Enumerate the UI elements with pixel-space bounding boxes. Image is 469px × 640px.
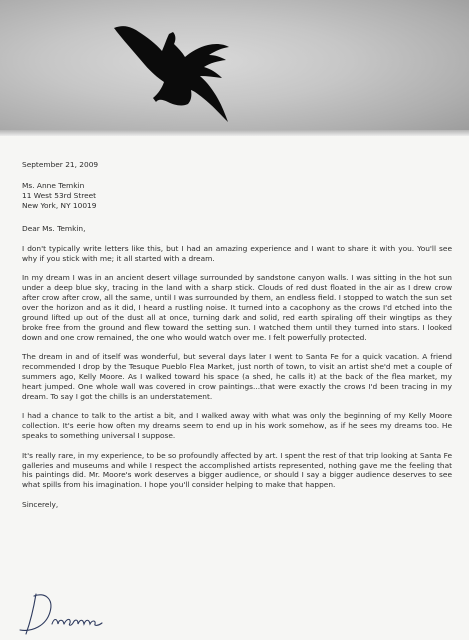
crow-silhouette-icon	[112, 14, 244, 126]
recipient-street: 11 West 53rd Street	[22, 190, 97, 200]
salutation: Dear Ms. Temkin,	[22, 223, 86, 233]
recipient-address	[22, 181, 452, 211]
paragraph: I don't typically write letters like this, but I had an amazing experience and I want to share it with you. You'll see why if you stick with me; it all started with a dream.	[22, 243, 452, 263]
paragraph: The dream in and of itself was wonderful, but several days later I went to Santa Fe for a quick vacation. A friend recommended I drop by the Tesuque Pueblo Flea Market, just north of town, to visit an artist she'd met a couple of summers ago, Kelly Moore. As I walked toward his space (a shed, he calls it) at the back of the flea market, my heart jumped. One whole wall was covered in crow paintings...that were exactly the crows I'd been tracing in my dream. To say I got the chills is an understatement.	[22, 352, 452, 401]
header-image	[0, 0, 469, 136]
paragraph: I had a chance to talk to the artist a bit, and I walked away with what was only the beginning of my Kelly Moore collection. It's eerie how often my dreams seem to end up in his work somehow, as if he sees my dreams too. He speaks to something universal I suppose.	[22, 411, 452, 441]
recipient-name: Ms. Anne Temkin	[22, 180, 85, 190]
recipient-city: New York, NY 10019	[22, 200, 97, 210]
letter-body	[22, 160, 452, 510]
letter-date: September 21, 2009	[22, 160, 99, 169]
paragraph: It's really rare, in my experience, to be so profoundly affected by art. I spent the rest of that trip looking at Santa Fe galleries and museums and while I respect the accomplished artists represented, nothing gave me the feeling that his paintings did. Mr. Moore's work deserves a bigger audience, or should I say a bigger audience deserves to see what spills from his imagination. I hope you'll consider helping to make that happen.	[22, 450, 452, 490]
handwritten-signature	[14, 588, 124, 640]
paragraph: In my dream I was in an ancient desert village surrounded by sandstone canyon walls. I was sitting in the hot sun under a deep blue sky, tracing in the land with a sharp stick. Clouds of red dust floated in the air as I drew crow after crow after crow, all the same, until I was surrounded by them, an endless field. I stopped to watch the sun set over the horizon and as it did, I heard a rustling noise. It turned into a cacophony as the crows I'd etched into the ground lifted up out of the dust all at once, turning dark and solid, red earth spiraling off their wingtips as they broke free from the ground and flew toward the setting sun. I watched them until they turned into stars. I looked down and one crow remained, the one who would watch over me. I felt powerfully protected.	[22, 273, 452, 342]
closing: Sincerely,	[22, 499, 59, 509]
